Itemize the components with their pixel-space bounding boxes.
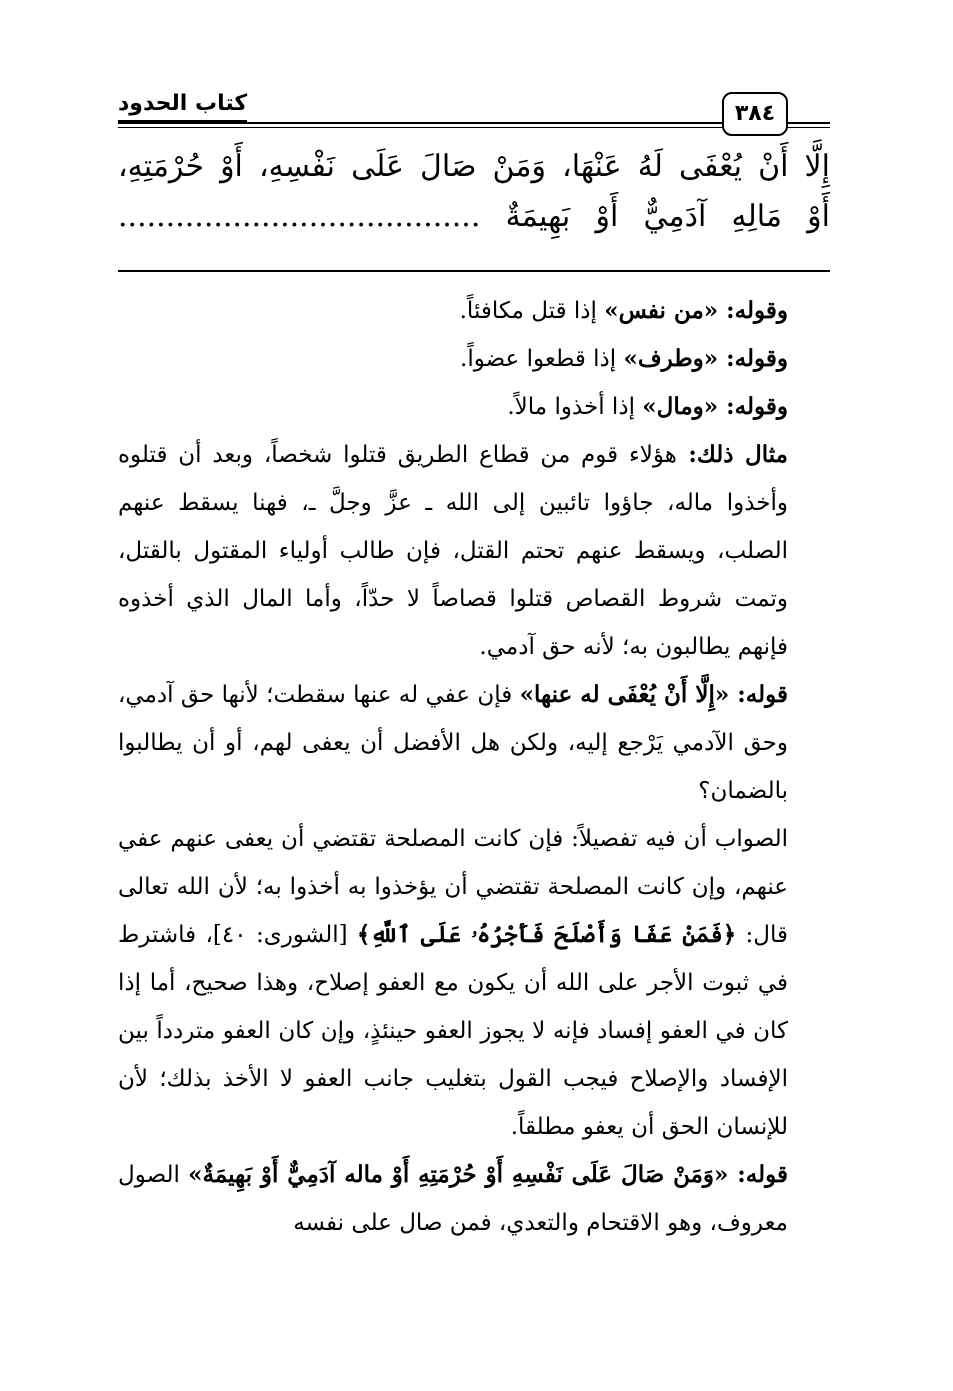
matn-line: أَوْ مَالِهِ آدَمِيٌّ أَوْ بَهِيمَةٌ ...................................... [118,199,830,234]
matn-divider [118,270,830,272]
commentary-body [118,287,830,1247]
paragraph-text: إذا أخذوا مالاً. [507,394,643,420]
page-number: ٣٨٤ [722,92,788,136]
paragraph [118,431,830,671]
quran-verse: ﴿فَمَنْ عَفَا وَأَصْلَحَ فَأَجْرُهُۥ عَلَى ٱللَّهِ﴾ [356,921,737,948]
paragraph [118,383,830,431]
paragraph-label: وقوله: [718,345,788,372]
quoted-phrase: «وطرف» [623,345,719,372]
paragraph-label: وقوله: [718,297,788,324]
paragraph-text: الصول معروف، وهو الاقتحام والتعدي، فمن صال على نفسه [118,1162,788,1236]
paragraph-text: الصواب أن فيه تفصيلاً: فإن كانت المصلحة تقتضي أن يعفى عنهم عفي عنهم، وإن كانت المصلحة تقتضي أن يؤخذوا به أخذوا به؛ لأن الله تعالى قال: [118,826,788,948]
quoted-phrase: «إِلَّا أَنْ يُعْفَى له عنها» [519,681,730,708]
paragraph [118,1151,830,1247]
paragraph [118,287,830,335]
paragraph-label: قوله: [729,681,789,708]
paragraph-text: هؤلاء قوم من قطاع الطريق قتلوا شخصاً، وبعد أن قتلوه وأخذوا ماله، جاؤوا تائبين إلى الله ـ عزَّ وجلَّ ـ، فهنا يسقط عنهم الصلب، ويسقط عنهم تحتم القتل، فإن طالب أولياء المقتول بالقتل، وتمت شروط القصاص قتلوا قصاصاً لا حدّاً، وأما المال الذي أخذوه فإنهم يطالبون به؛ لأنه حق آدمي. [118,442,788,660]
paragraph-label: وقوله: [718,393,788,420]
paragraph-text: [الشورى: ٤٠]، فاشترط في ثبوت الأجر على الله أن يكون مع العفو إصلاح، وهذا صحيح، أما إذا كان في العفو إفساد فإنه لا يجوز العفو حينئذٍ، وإن كان العفو متردداً بين الإفساد والإصلاح فيجب القول بتغليب جانب العفو لا الأخذ بذلك؛ لأن للإنسان الحق أن يعفو مطلقاً. [118,922,788,1140]
paragraph [118,335,830,383]
paragraph-text: إذا قطعوا عضواً. [460,346,624,372]
quoted-phrase: «من نفس» [604,297,719,324]
paragraph-text: إذا قتل مكافئاً. [459,298,605,324]
matn-text [118,142,830,242]
paragraph-label: مثال ذلك: [676,441,789,468]
quoted-phrase: «ومال» [642,393,719,420]
paragraph [118,671,830,815]
book-title: كتاب الحدود [118,90,247,122]
quoted-phrase: «وَمَنْ صَالَ عَلَى نَفْسِهِ أَوْ حُرْمَتِهِ أَوْ ماله آدَمِيٌّ أَوْ بَهِيمَةٌ» [188,1161,729,1188]
paragraph-label: قوله: [728,1161,788,1188]
paragraph-text: فإن عفي له عنها سقطت؛ لأنها حق آدمي، وحق الآدمي يَرْجع إليه، ولكن هل الأفضل أن يعفى لهم، أو أن يطالبوا بالضمان؟ [118,682,788,804]
page-header [118,90,830,136]
matn-line: إِلَّا أَنْ يُعْفَى لَهُ عَنْهَا، وَمَنْ صَالَ عَلَى نَفْسِهِ، أَوْ حُرْمَتِهِ، [118,149,830,184]
paragraph [118,815,830,1151]
